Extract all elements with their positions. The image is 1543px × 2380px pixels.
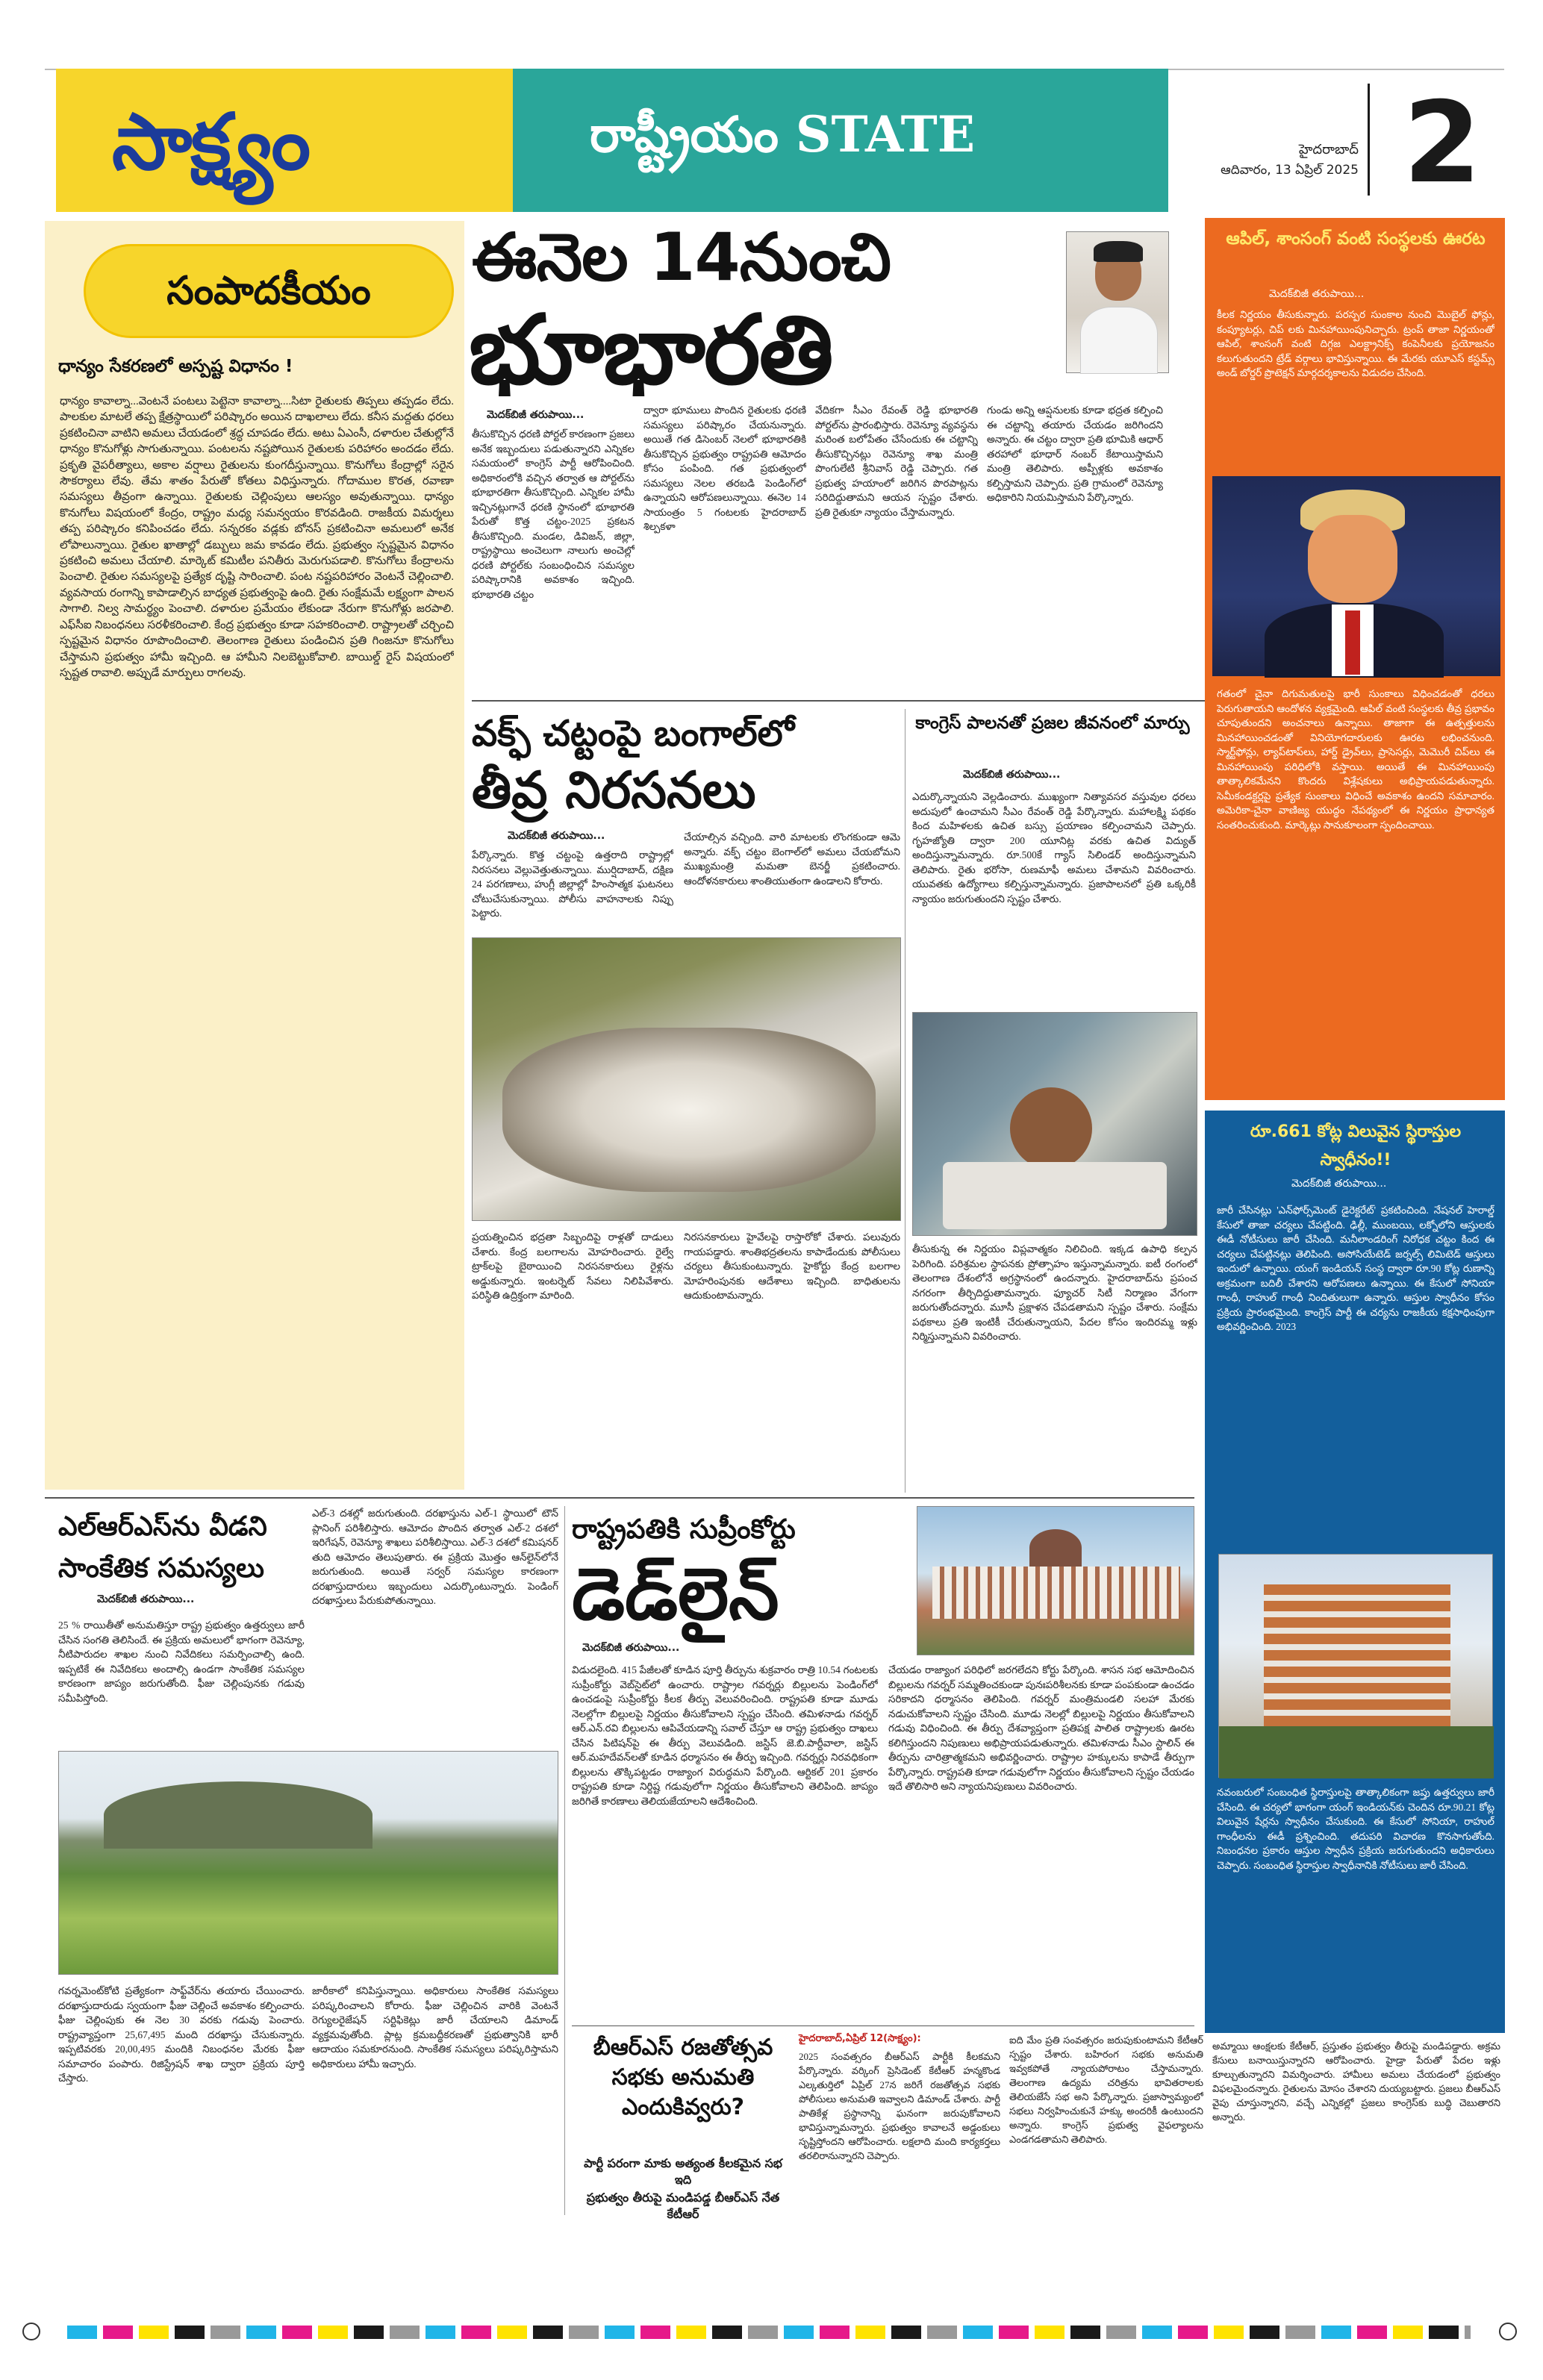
brs-headline: బీఆర్ఎస్ రజతోత్సవ సభకు అనుమతి ఎందుకివ్వరు? (593, 2034, 773, 2120)
color-bar (67, 2326, 1471, 2339)
assets-headline: రూ.661 కోట్ల విలువైన స్థిరాస్తుల స్వాధీనం!! (1250, 1122, 1462, 1169)
congress-body: ఎదుర్కొన్నాయని వెల్లడించారు. ముఖ్యంగా నిత్యావసర వస్తువుల ధరలు అదుపులో ఉంచామని సీఎం రేవంత్ రెడ్డి పేర్కొన్నారు. మహాలక్ష్మి పథకం కింద మహిళలకు ఉచిత బస్సు ప్రయాణం కల్పించామని చెప్పారు. గృహజ్యోతి ద్వారా 200 యూనిట్ల వరకు ఉచిత విద్యుత్ అందిస్తున్నామన్నారు. రూ.500కే గ్యాస్ సిలిండర్ అందిస్తున్నామని తెలిపారు. రైతు భరోసా, రుణమాఫీ అమలు చేశామని వివరించారు. యువతకు ఉద్యోగాలు కల్పిస్తున్నామన్నారు. ప్రజాపాలనలో ప్రతి ఒక్కరికీ న్యాయం జరుగుతుందని స్పష్టం చేశారు. (912, 791, 1196, 905)
editorial-title: ధాన్యం సేకరణలో అస్పష్ట విధానం ! (58, 357, 293, 376)
deadline-col1: విడుదలైంది. 415 పేజీలతో కూడిన పూర్తి తీర్పును శుక్రవారం రాత్రి 10.54 గంటలకు సుప్రీంకోర్టు వెబ్‌సైట్‌లో ఉంచారు. రాష్ట్రాల గవర్నర్లు బిల్లులను పెండింగ్‌లో ఉంచడంపై సుప్రీంకోర్టు కీలక తీర్పు వెలువరించింది. రాష్ట్రపతి కూడా మూడు నెలల్లోగా బిల్లులపై నిర్ణయం తీసుకోవాలని స్పష్టం చేసింది. తమిళనాడు గవర్నర్ ఆర్.ఎన్.రవి బిల్లులను ఆపివేయడాన్ని సవాల్ చేస్తూ ఆ రాష్ట్ర ప్రభుత్వం దాఖలు చేసిన పిటిషన్‌పై ఈ తీర్పు వెలువడింది. జస్టిస్ జె.బి.పార్దీవాలా, జస్టిస్ ఆర్.మహదేవన్‌లతో కూడిన ధర్మాసనం ఈ తీర్పు ఇచ్చింది. గవర్నర్లు నిరవధికంగా బిల్లులను తొక్కిపట్టడం రాజ్యాంగ విరుద్ధమని పేర్కొంది. ఆర్టికల్ 201 ప్రకారం రాష్ట్రపతి కూడా నిర్దిష్ట గడువులోగా నిర్ణయం తీసుకోవాలని తెలిపింది. జాప్యం జరిగితే కారణాలు తెలియజేయాలని ఆదేశించింది. (572, 1664, 878, 1807)
congress-headline: కాంగ్రెస్ పాలనతో ప్రజల జీవనంలో మార్పు (915, 713, 1190, 733)
waqf-col2: చేయాల్సిన వచ్చింది. వారి మాటలకు లొంగకుండా ఆమె అన్నారు. వక్ఫ్ చట్టం బెంగాల్‌లో అమలు చేయబోమని ముఖ్యమంత్రి మమతా బెనర్జీ ప్రకటించారు. ఆందోళనకారులు శాంతియుతంగా ఉండాలని కోరారు. (684, 831, 900, 887)
waqf-col3: ప్రయత్నించిన భద్రతా సిబ్బందిపై రాళ్లతో దాడులు చేశారు. కేంద్ర బలగాలను మోహరించారు. రైల్వే ట్రాక్‌లపై బైఠాయించి నిరసనకారులు రైళ్లను అడ్డుకున్నారు. ఇంటర్నెట్ సేవలు నిలిపివేశారు. పరిస్థితి ఉద్రిక్తంగా మారింది. (472, 1231, 673, 1301)
trump-face (1308, 515, 1397, 603)
lead-col3: వేదికగా సీఎం రేవంత్ రెడ్డి భూభారతి పోర్టల్‌ను ప్రారంభిస్తారు. రెవెన్యూ వ్యవస్థను మరింత బలోపేతం చేసేందుకు ఈ చట్టాన్ని తీసుకొచ్చినట్లు రెవెన్యూ శాఖ మంత్రి పొంగులేటి శ్రీనివాస్ రెడ్డి చెప్పారు. గత ప్రభుత్వ హయాంలో జరిగిన పొరపాట్లను సరిదిద్దుతామని ఆయన స్పష్టం చేశారు. ప్రతి రైతుకూ న్యాయం చేస్తామన్నారు. (815, 405, 978, 518)
apple-headline: ఆపిల్, శాంసంగ్ వంటి సంస్థలకు ఊరట (1226, 229, 1486, 249)
apple-body-1: కీలక నిర్ణయం తీసుకున్నారు. పరస్పర సుంకాల నుంచి మొబైల్ ఫోన్లు, కంప్యూటర్లు, చిప్ లకు మినహాయింపునిచ్చారు. ట్రంప్ తాజా నిర్ణయంతో ఆపిల్, శాంసంగ్ వంటి దిగ్గజ ఎలక్ట్రానిక్స్ కంపెనీలకు ప్రయోజనం కలుగుతుందని ట్రేడ్ వర్గాలు భావిస్తున్నాయి. ఈ మేరకు యూఎస్ కస్టమ్స్ అండ్ బోర్డర్ ప్రొటెక్షన్ మార్గదర్శకాలను విడుదల చేసింది. (1217, 309, 1494, 378)
lrs-body-3: గవర్నమెంట్‌కోటి ప్రత్యేకంగా సాఫ్ట్‌వేర్‌ను తయారు చేయించారు. దరఖాస్తుదారుడు స్వయంగా ఫీజు చెల్లించే అవకాశం కల్పించారు. ఫీజు చెల్లింపుకు ఈ నెల 30 వరకు గడువు పెంచారు. రాష్ట్రవ్యాప్తంగా 25,67,495 మంది దరఖాస్తు చేసుకున్నారు. ఇప్పటివరకు 20,00,495 మందికి నిబంధనల మేరకు ఫీజు సమాచారం పంపారు. రిజిస్ట్రేషన్ శాఖ ద్వారా ప్రక్రియ పూర్తి చేస్తారు. (58, 1985, 305, 2084)
page-number: 2 (1403, 78, 1482, 208)
masthead-logo: సాక్ష్యం (112, 96, 310, 187)
deadline-col2: చేయడం రాజ్యాంగ పరిధిలో జరగలేదని కోర్టు పేర్కొంది. శాసన సభ ఆమోదించిన బిల్లులను గవర్నర్ సమ్మతించకుండా పునఃపరిశీలనకు కూడా పంపకుండా ఉంచడం సరికాదని ధర్మాసనం తెలిపింది. గవర్నర్ మంత్రిమండలి సలహా మేరకు నడుచుకోవాలని స్పష్టం చేసింది. మూడు నెలల్లో బిల్లులపై నిర్ణయం తీసుకోవాలని గడువు విధించింది. ఈ తీర్పు దేశవ్యాప్తంగా ప్రతిపక్ష పాలిత రాష్ట్రాలకు ఊరట కలిగిస్తుందని నిపుణులు అభిప్రాయపడుతున్నారు. తమిళనాడు సీఎం స్టాలిన్ ఈ తీర్పును చారిత్రాత్మకమని అభివర్ణించారు. రాష్ట్రాల హక్కులను కాపాడే తీర్పుగా పేర్కొన్నారు. రాష్ట్రపతి కూడా గడువులోగా నిర్ణయం తీసుకోవాలని స్పష్టం చేయడం ఇదే తొలిసారి అని న్యాయనిపుణులు వివరించారు. (888, 1664, 1194, 1792)
editorial-badge-label: సంపాదకీయం (166, 269, 371, 313)
registration-strip (22, 2320, 1521, 2345)
trump-photo (1212, 476, 1500, 676)
waqf-col1: పేర్కొన్నారు. కొత్త చట్టంపై ఉత్తరాది రాష్ట్రాల్లో నిరసనలు వెల్లువెత్తుతున్నాయి. ముర్షిదాబాద్, దక్షిణ 24 పరగణాలు, హుగ్లీ జిల్లాల్లో హింసాత్మక ఘటనలు చోటుచేసుకున్నాయి. పోలీసు వాహనాలకు నిప్పు పెట్టారు. (472, 849, 673, 919)
lrs-body-2: ఎల్-3 దశల్లో జరుగుతుంది. దరఖాస్తును ఎల్-1 స్థాయిలో టౌన్ ప్లానింగ్ పరిశీలిస్తారు. ఆమోదం పొందిన తర్వాత ఎల్-2 దశలో ఇరిగేషన్, రెవెన్యూ శాఖలు పరిశీలిస్తాయి. ఎల్-3 దశలో కమిషనర్ తుది ఆమోదం తెలుపుతారు. ఈ ప్రక్రియ మొత్తం ఆన్‌లైన్‌లోనే జరుగుతుంది. అయితే సర్వర్ సమస్యల కారణంగా దరఖాస్తుదారులు ఇబ్బందులు ఎదుర్కొంటున్నారు. పెండింగ్ దరఖాస్తులు పేరుకుపోతున్నాయి. (312, 1508, 558, 1606)
lead-col1: తీసుకొచ్చిన ధరణి పోర్టల్ కారణంగా ప్రజలు అనేక ఇబ్బందులు పడుతున్నారని ఎన్నికల సమయంలో కాంగ్రెస్ పార్టీ ఆరోపించింది. అధికారంలోకి వచ్చిన తర్వాత ఆ పోర్టల్‌ను భూభారతిగా తీసుకొచ్చింది. ఎన్నికల హామీ ఇచ్చినట్లుగానే ధరణి స్థానంలో భూభారతి పేరుతో కొత్త చట్టం-2025 ప్రకటన తీసుకొచ్చింది. మండల, డివిజన్, జిల్లా, రాష్ట్రస్థాయి అంచెలుగా నాలుగు అంచెల్లో ధరణి పోర్టల్‌కు సంబంధించిన సమస్యల పరిష్కారానికి అవకాశం ఇచ్చింది. భూభారతి చట్టం (472, 428, 635, 600)
lead-kicker: ఈనెల 14నుంచి (472, 219, 891, 296)
building-trees (1219, 1726, 1494, 1778)
deadline-headline: డెడ్‌లైన్ (572, 1552, 779, 1636)
editorial-body: ధాన్యం కావాల్నా...వెంటనే పంటలు పెట్టెనా కావాల్నా....సిటా రైతులకు తిప్పలు తప్పడం లేదు. పాలకుల మాటలే తప్ప క్షేత్రస్థాయిలో పరిష్కారం అయిన దాఖలాలు లేదు. కనీస మద్దతు ధరలు ప్రకటించినా వాటిని అమలు చేయడంలో శ్రద్ధ చూపడం లేదు. అటు ఏఎంసీ, దళారుల చేతుల్లోనే ధాన్యం కొనుగోళ్లు సాగుతున్నాయి. పంటలను నష్టపోయిన రైతులకు పరిహారం అందడం లేదు. ప్రకృతి వైపరీత్యాలు, అకాల వర్షాలు రైతులను కుంగదీస్తున్నాయి. కొనుగోలు కేంద్రాల్లో సరైన సౌకర్యాలు లేవు. తేమ శాతం పేరుతో కోతలు విధిస్తున్నారు. గోదాముల కొరత, రవాణా సమస్యలు తీవ్రంగా ఉన్నాయి. రైతులకు చెల్లింపులు ఆలస్యం అవుతున్నాయి. ధాన్యం కొనుగోలు విషయంలో కేంద్రం, రాష్ట్రం మధ్య సమన్వయం కొరవడింది. రాజకీయ విమర్శలు తప్ప పరిష్కారం కనిపించడం లేదు. సన్నరకం వడ్లకు బోనస్ ప్రకటించినా అమలులో అనేక లోపాలున్నాయి. రైతుల ఖాతాల్లో డబ్బులు జమ కావడం లేదు. ప్రభుత్వం స్పష్టమైన విధానం ప్రకటించి అమలు చేయాలి. మార్కెట్ కమిటీల పనితీరు మెరుగుపడాలి. కొనుగోలు కేంద్రాలను పెంచాలి. రైతుల సమస్యలపై ప్రత్యేక దృష్టి సారించాలి. పంట నష్టపరిహారం వెంటనే చెల్లించాలి. వ్యవసాయ రంగాన్ని కాపాడాల్సిన బాధ్యత ప్రభుత్వంపై ఉంది. రైతు సంక్షేమమే లక్ష్యంగా పాలన సాగాలి. నిల్వ సామర్థ్యం పెంచాలి. దళారుల ప్రమేయం లేకుండా నేరుగా కొనుగోళ్లు జరపాలి. ఎఫ్‌సీఐ నిబంధనలు సరళీకరించాలి. కేంద్ర ప్రభుత్వం కూడా సహకరించాలి. రాష్ట్రాలతో చర్చించి స్పష్టమైన విధానం రూపొందించాలి. తెలంగాణ రైతులు పండించిన ప్రతి గింజనూ కొనుగోలు చేస్తామని ప్రభుత్వం హామీ ఇచ్చింది. ఆ హామీని నిలబెట్టుకోవాలి. బాయిల్డ్ రైస్ విషయంలో స్పష్టత రావాలి. అప్పుడే మార్పులు రాగలవు. (60, 396, 454, 679)
waqf-headline-2: తీవ్ర నిరసనలు (472, 761, 756, 820)
dateline-date: ఆదివారం, 13 ఏప్రిల్ 2025 (1221, 163, 1359, 178)
reg-mark-right (1499, 2323, 1517, 2340)
dateline-city: హైదరాబాద్ (1298, 142, 1359, 157)
cm-portrait (1066, 231, 1169, 373)
lead-byline: మెదక్‌బిజీ తరుపాయి... (487, 409, 585, 421)
protest-crowd (502, 1028, 876, 1192)
fields-photo (58, 1751, 558, 1975)
brs-col2: ఐది మేం ప్రతి సంవత్సరం జరుపుకుంటామని కేటీఆర్ స్పష్టం చేశారు. బహిరంగ సభకు అనుమతి ఇవ్వకపోతే న్యాయపోరాటం చేస్తామన్నారు. తెలంగాణ ఉద్యమ చరిత్రను భావితరాలకు తెలియజేసే సభ అని పేర్కొన్నారు. ప్రజాస్వామ్యంలో సభలు నిర్వహించుకునే హక్కు అందరికీ ఉంటుందని అన్నారు. కాంగ్రెస్ ప్రభుత్వ వైఫల్యాలను ఎండగడతామని తెలిపారు. (1009, 2034, 1203, 2145)
congress-body-2: తీసుకున్న ఈ నిర్ణయం విప్లవాత్మకం నిలిచింది. ఇక్కడ ఉపాధి కల్పన పెరిగింది. పరిశ్రమల స్థాపనకు ప్రోత్సాహం ఇస్తున్నామన్నారు. ఐటీ రంగంలో తెలంగాణ దేశంలోనే అగ్రస్థానంలో ఉందన్నారు. హైదరాబాద్‌ను ప్రపంచ నగరంగా తీర్చిదిద్దుతామన్నారు. ఫ్యూచర్ సిటీ నిర్మాణం వేగంగా జరుగుతోందన్నారు. మూసీ ప్రక్షాళన చేపడతామని స్పష్టం చేశారు. సంక్షేమ పథకాలు ప్రతి ఇంటికీ చేరుతున్నాయని, పేదల కోసం ఇందిరమ్మ ఇళ్లు నిర్మిస్తున్నామని వివరించారు. (912, 1243, 1197, 1342)
court-dome (1029, 1529, 1082, 1567)
waqf-byline: మెదక్‌బిజీ తరుపాయి... (508, 830, 605, 842)
lrs-body-4: జారీకాలో కనిపిస్తున్నాయి. అధికారులు సాంకేతిక సమస్యలు పరిష్కరించాలని కోరారు. ఫీజు చెల్లించిన వారికి వెంటనే రెగ్యులరైజేషన్ సర్టిఫికెట్లు జారీ చేయాలని డిమాండ్ వ్యక్తమవుతోంది. ప్లాట్ల క్రమబద్ధీకరణతో ప్రభుత్వానికి భారీ ఆదాయం సమకూరనుంది. సాంకేతిక సమస్యలు పరిష్కరిస్తామని అధికారులు హామీ ఇచ్చారు. (312, 1985, 558, 2070)
lrs-headline: ఎల్ఆర్ఎస్‌ను వీడని సాంకేతిక సమస్యలు (58, 1511, 267, 1584)
brs-col3: అమ్మాయి ఆంక్షలకు కేటీఆర్, ప్రస్తుతం ప్రభుత్వం తీరుపై మండిపడ్డారు. అక్రమ కేసులు బనాయిస్తున్నారని ఆరోపించారు. హైడ్రా పేరుతో పేదల ఇళ్లు కూల్చుతున్నారని విమర్శించారు. హామీలు అమలు చేయడంలో ప్రభుత్వం విఫలమైందన్నారు. రైతులను మోసం చేశారని దుయ్యబట్టారు. ప్రజలు బీఆర్ఎస్ వైపు చూస్తున్నారని, వచ్చే ఎన్నికల్లో ప్రజలు కాంగ్రెస్‌కు బుద్ధి చెబుతారని అన్నారు. (1212, 2040, 1500, 2123)
cm-office-desk (943, 1162, 1167, 1229)
protest-photo (472, 937, 901, 1221)
cm-office-figure (1010, 1087, 1092, 1169)
lrs-byline: మెదక్‌బిజీ తరుపాయి... (97, 1593, 195, 1605)
trump-tie (1345, 610, 1360, 675)
assets-byline: మెదక్‌బిజీ తరుపాయి... (1291, 1178, 1387, 1190)
waqf-col4: నిరసనకారులు హైవేలపై రాస్తారోకో చేశారు. పలువురు గాయపడ్డారు. శాంతిభద్రతలను కాపాడేందుకు పోలీసులు చర్యలు తీసుకుంటున్నారు. హైకోర్టు కేంద్ర బలగాల మోహరింపునకు ఆదేశాలు ఇచ్చింది. బాధితులను ఆదుకుంటామన్నారు. (684, 1231, 900, 1301)
building-photo (1218, 1554, 1493, 1778)
congress-byline: మెదక్‌బిజీ తరుపాయి... (963, 769, 1061, 781)
cm-office-photo (912, 1012, 1197, 1236)
supreme-court-photo (917, 1506, 1194, 1655)
reg-mark-left (22, 2323, 40, 2340)
apple-byline: మెదక్‌బిజీ తరుపాయి... (1269, 288, 1365, 300)
deadline-byline: మెదక్‌బిజీ తరుపాయి... (582, 1642, 680, 1654)
brs-subhead-2: ప్రభుత్వం తీరుపై మండిపడ్డ బీఆర్ఎస్ నేత కేటీఆర్ (586, 2190, 780, 2221)
court-building (932, 1567, 1180, 1619)
deadline-kicker: రాష్ట్రపతికి సుప్రీంకోర్టు (572, 1514, 796, 1545)
cm-portrait-shirt (1080, 307, 1158, 374)
brs-subhead-1: పార్టీ పరంగా మాకు అత్యంత కీలకమైన సభ ఇది (584, 2156, 782, 2187)
waqf-headline-1: వక్ఫ్ చట్టంపై బంగాల్‌లో (472, 713, 795, 755)
assets-body-2: నవంబరులో సంబంధిత స్థిరాస్తులపై తాత్కాలికంగా జప్తు ఉత్తర్వులు జారీ చేసింది. ఈ చర్యలో భాగంగా యంగ్ ఇండియన్‌కు చెందిన రూ.90.21 కోట్ల విలువైన షేర్లను స్వాధీనం చేసుకుంది. ఈ కేసులో సోనియా, రాహుల్ గాంధీలను ఈడీ ప్రశ్నించింది. తదుపరి విచారణ కొనసాగుతోంది. నిబంధనల ప్రకారం ఆస్తుల స్వాధీన ప్రక్రియ జరుగుతుందని అధికారులు చెప్పారు. సంబంధిత స్థిరాస్తుల స్వాధీనానికి నోటీసులు జారీ చేసింది. (1217, 1787, 1494, 1871)
section-title: రాష్ట్రీయం STATE (590, 105, 976, 163)
brs-col1: 2025 సంవత్సరం బీఆర్ఎస్ పార్టీకి కీలకమని పేర్కొన్నారు. వర్కింగ్ ప్రెసిడెంట్ కేటీఆర్ హన్మకొండ ఎల్కతుర్తిలో ఏప్రిల్ 27న జరిగే రజతోత్సవ సభకు పోలీసులు అనుమతి ఇవ్వాలని డిమాండ్ చేశారు. పార్టీ పాతికేళ్ల ప్రస్థానాన్ని ఘనంగా జరుపుకోవాలని భావిస్తున్నామన్నారు. ప్రభుత్వం కావాలనే అడ్డంకులు సృష్టిస్తోందని ఆరోపించారు. లక్షలాది మంది కార్యకర్తలు తరలిరానున్నారని చెప్పారు. (799, 2051, 1000, 2161)
lrs-body-1: 25 % రాయితీతో అనుమతిస్తూ రాష్ట్ర ప్రభుత్వం ఉత్తర్వులు జారీ చేసిన సంగతి తెలిసిందే. ఈ ప్రక్రియ అమలులో భాగంగా రెవెన్యూ, నీటిపారుదల శాఖల నుంచి నివేదికలు సమర్పించాల్సి ఉంది. ఇప్పటికే ఈ నివేదికలు అందాల్సి ఉండగా సాంకేతిక సమస్యల కారణంగా జాప్యం జరుగుతోంది. ఫీజు చెల్లింపునకు గడువు సమీపిస్తోంది. (58, 1620, 305, 1704)
lead-col2: ద్వారా భూములు పొందిన రైతులకు ధరణి సమస్యలు పరిష్కారం చేయనున్నారు. అయితే గత డిసెంబర్ నెలలో భూభారతికి తీసుకొచ్చిన ప్రభుత్వం రాష్ట్రపతి ఆమోదం కోసం పంపింది. గత ప్రభుత్వంలో సమస్యలు నెలల తరబడి పెండింగ్‌లో ఉన్నాయని ఆరోపణలున్నాయి. ఈనెల 14 సాయంత్రం 5 గంటలకు హైదరాబాద్ శిల్పకళా (643, 405, 806, 532)
apple-body-2: గతంలో చైనా దిగుమతులపై భారీ సుంకాలు విధించడంతో ధరలు పెరుగుతాయని ఆందోళన వ్యక్తమైంది. ఆపిల్ వంటి సంస్థలకు తీవ్ర ప్రభావం చూపుతుందని అంచనాలు ఉన్నాయి. తాజాగా ఈ ఉత్పత్తులను మినహాయించడంతో వినియోగదారులకు ఊరట లభించనుంది. స్మార్ట్‌ఫోన్లు, ల్యాప్‌టాప్‌లు, హార్డ్ డ్రైవ్‌లు, ప్రాసెసర్లు, మెమొరీ చిప్‌లు ఈ మినహాయింపు పరిధిలోకి వస్తాయి. అయితే ఈ మినహాయింపు తాత్కాలికమేనని కొందరు విశ్లేషకులు అభిప్రాయపడుతున్నారు. సెమీకండక్టర్లపై ప్రత్యేక సుంకాలు విధించే అవకాశం ఉందని సమాచారం. అమెరికా-చైనా వాణిజ్య యుద్ధం నేపథ్యంలో ఈ నిర్ణయం ప్రాధాన్యత సంతరించుకుంది. మార్కెట్లు సానుకూలంగా స్పందించాయి. (1217, 688, 1494, 831)
assets-body-1: జారీ చేసినట్లు 'ఎన్‌ఫోర్స్‌మెంట్ డైరెక్టరేట్' ప్రకటించింది. నేషనల్ హెరాల్డ్ కేసులో తాజా చర్యలు చేపట్టింది. ఢిల్లీ, ముంబయి, లక్నోలోని ఆస్తులకు ఈడీ నోటీసులు జారీ చేసింది. మనీలాండరింగ్ నిరోధక చట్టం కింద ఈ చర్యలు చేపట్టినట్లు తెలిపింది. అసోసియేటెడ్ జర్నల్స్ లిమిటెడ్ ఆస్తులు ఇందులో ఉన్నాయి. యంగ్ ఇండియన్ సంస్థ ద్వారా రూ.90 కోట్ల రుణాన్ని అక్రమంగా బదిలీ చేశారని ఆరోపణలు ఉన్నాయి. ఈ కేసులో సోనియా గాంధీ, రాహుల్ గాంధీ నిందితులుగా ఉన్నారు. ఆస్తుల స్వాధీనం కోసం ప్రక్రియ ప్రారంభమైంది. కాంగ్రెస్ పార్టీ ఈ చర్యను రాజకీయ కక్షసాధింపుగా అభివర్ణించింది. 2023 (1217, 1205, 1494, 1332)
brs-dateline: హైదరాబాద్,ఏప్రిల్ 12(సాక్ష్యం): (799, 2033, 921, 2044)
lead-col4: గుండు అన్ని ఆప్షనులకు కూడా భద్రత కల్పించి ఈ చట్టాన్ని తయారు చేయడం జరిగిందని అన్నారు. ఈ చట్టం ద్వారా ప్రతి భూమికి ఆధార్ తరహాలో భూధార్ నంబర్ కేటాయిస్తామని మంత్రి తెలిపారు. అప్పీళ్లకు అవకాశం కల్పిస్తామని చెప్పారు. ప్రతి గ్రామంలో రెవెన్యూ అధికారిని నియమిస్తామని పేర్కొన్నారు. (987, 405, 1163, 503)
fields-hill (104, 1781, 372, 1849)
lead-headline: భూభారతి (469, 295, 832, 406)
cm-portrait-hair (1094, 241, 1143, 262)
